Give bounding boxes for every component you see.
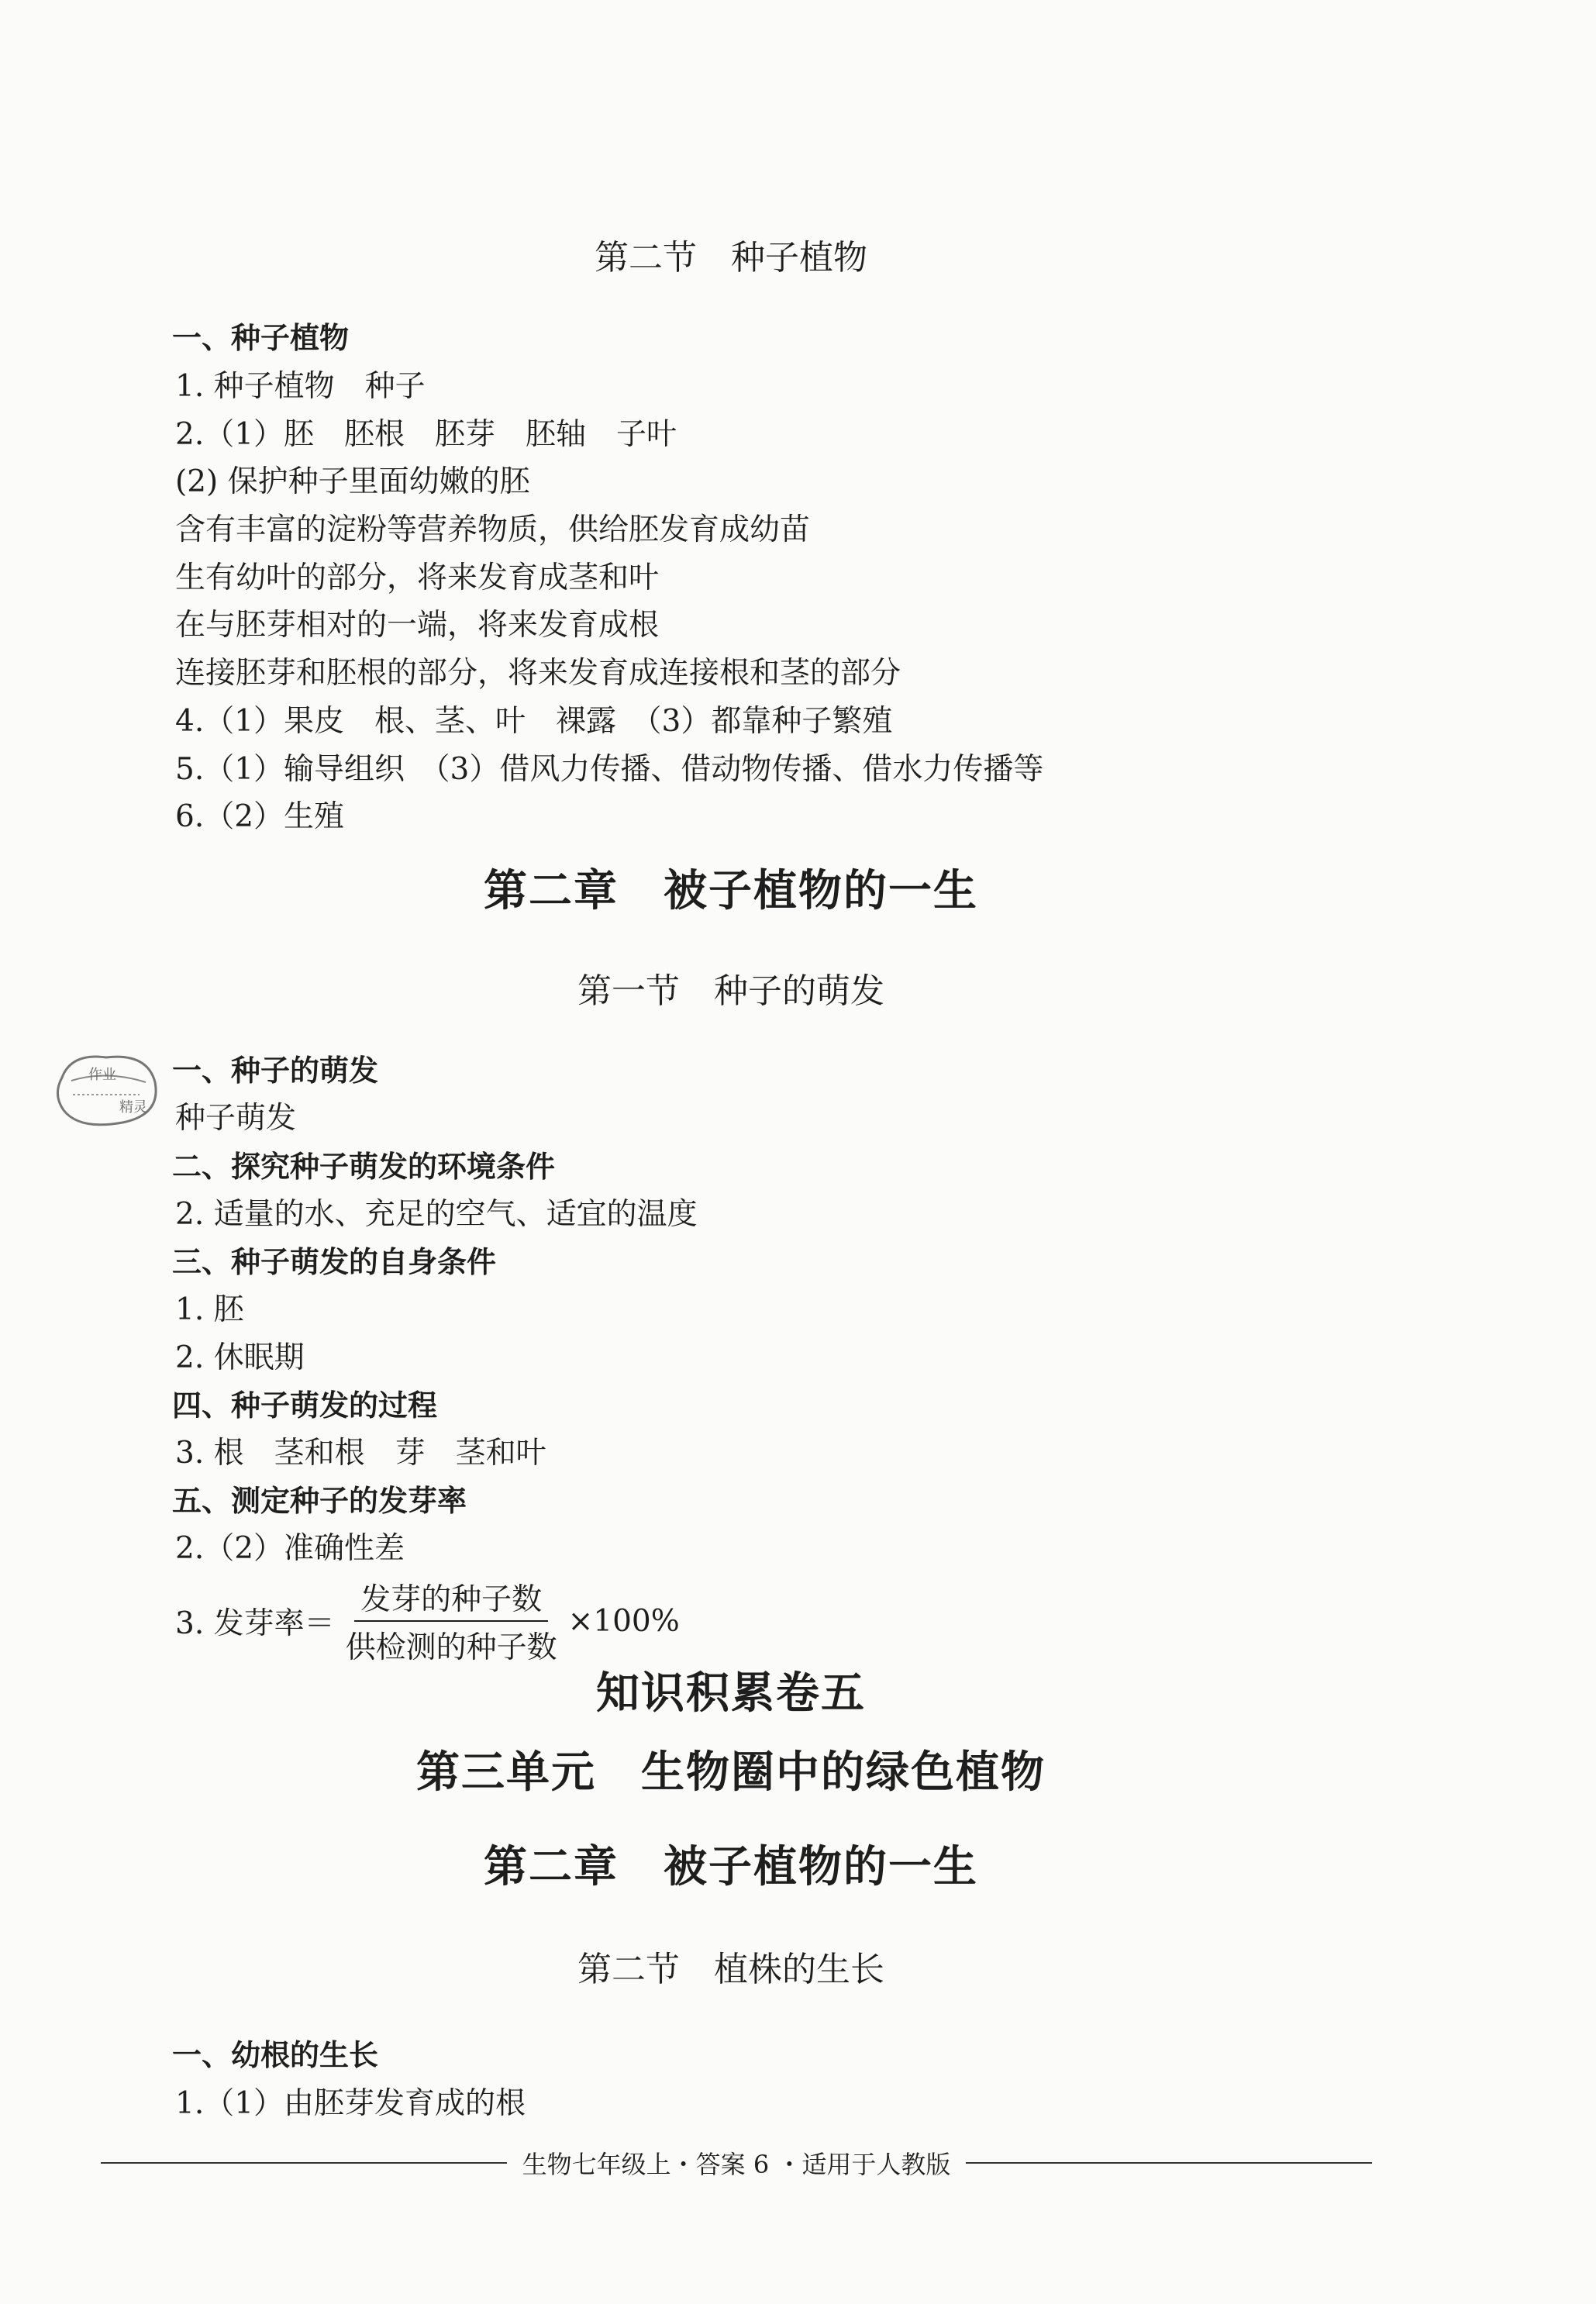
- formula-fraction: [340, 1575, 564, 1667]
- unit-title: 第三单元 生物圈中的绿色植物: [416, 1747, 1046, 1798]
- svg-text:精灵: 精灵: [119, 1099, 147, 1116]
- answer-line: 在与胚芽相对的一端，将来发育成根: [175, 608, 660, 643]
- heading: 二、探究种子萌发的环境条件: [172, 1150, 556, 1184]
- answer-line: 含有丰富的淀粉等营养物质，供给胚发育成幼苗: [175, 512, 811, 547]
- heading: 一、种子的萌发: [172, 1054, 379, 1088]
- section-title: 第一节 种子的萌发: [577, 971, 884, 1011]
- section-title: 第二节 种子植物: [595, 238, 867, 278]
- answer-line: 5.（1）输导组织 （3）借风力传播、借动物传播、借水力传播等: [175, 752, 1044, 787]
- heading: 三、种子萌发的自身条件: [172, 1245, 497, 1279]
- answer-line: 1. 种子植物 种子: [175, 369, 426, 404]
- answer-line: 3. 根 茎和根 芽 茎和叶: [175, 1436, 546, 1471]
- answer-line: (2) 保护种子里面幼嫩的胚: [175, 464, 530, 499]
- heading: 一、幼根的生长: [172, 2038, 379, 2072]
- svg-text:作业: 作业: [88, 1067, 116, 1083]
- footer-rule-left: [101, 2162, 507, 2164]
- chapter-title: 第二章 被子植物的一生: [484, 1841, 978, 1892]
- section-title: 第二节 植株的生长: [577, 1950, 884, 1989]
- answer-line: 种子萌发: [175, 1101, 297, 1136]
- page-footer: [101, 2147, 1372, 2178]
- heading: 四、种子萌发的过程: [172, 1388, 438, 1423]
- answer-line: 1. 胚: [175, 1292, 244, 1327]
- answer-line: 生有幼叶的部分，将来发育成茎和叶: [175, 560, 660, 595]
- footer-text: 生物七年级上・答案 6 ・适用于人教版: [522, 2150, 951, 2179]
- answer-line: 1.（1）由胚芽发育成的根: [175, 2086, 526, 2121]
- germination-rate-formula: [175, 1575, 680, 1667]
- stamp-logo-icon: [48, 1047, 164, 1132]
- answer-line: 6.（2）生殖: [175, 799, 345, 834]
- heading: 五、测定种子的发芽率: [172, 1484, 467, 1518]
- answer-line: 4.（1）果皮 根、茎、叶 裸露 （3）都靠种子繁殖: [175, 704, 893, 739]
- answer-line: 2. 休眠期: [175, 1340, 305, 1375]
- footer-rule-right: [966, 2162, 1372, 2164]
- formula-prefix: 3. 发芽率＝: [175, 1606, 335, 1641]
- chapter-title: 第二章 被子植物的一生: [484, 865, 978, 916]
- formula-denominator: 供检测的种子数: [345, 1630, 557, 1665]
- answer-line: 2. 适量的水、充足的空气、适宜的温度: [175, 1197, 698, 1232]
- formula-suffix: ×100%: [567, 1603, 680, 1639]
- answer-line: 连接胚芽和胚根的部分，将来发育成连接根和茎的部分: [175, 656, 901, 691]
- heading: 一、种子植物: [172, 321, 350, 355]
- answer-line: 2.（1）胚 胚根 胚芽 胚轴 子叶: [175, 417, 677, 452]
- answer-line: 2.（2）准确性差: [175, 1531, 405, 1566]
- formula-numerator: 发芽的种子数: [354, 1575, 548, 1622]
- volume-title: 知识积累卷五: [596, 1668, 866, 1719]
